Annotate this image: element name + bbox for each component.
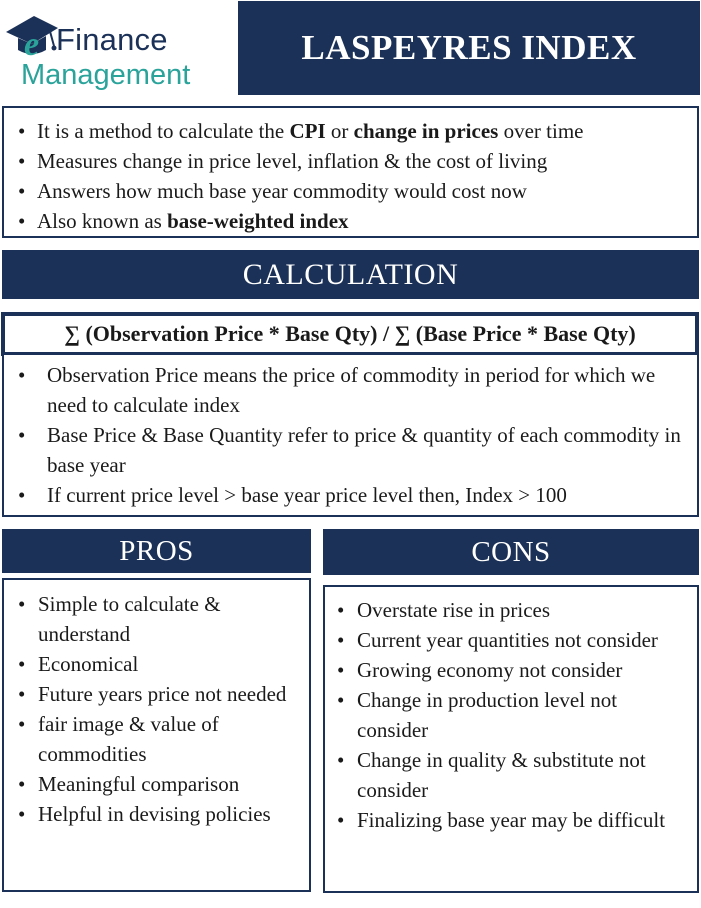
formula-box [1,312,699,356]
list-item: • Economical [18,649,301,679]
list-item: • Current year quantities not consider [337,625,689,655]
list-item [18,176,687,206]
calculation-heading-label: CALCULATION [242,257,459,291]
cons-heading [323,529,699,575]
list-item: • fair image & value of commodities [18,709,301,769]
cons-box [323,585,699,893]
text: Answers how much base year commodity would cost now [37,179,527,203]
list-item: • Base Price & Base Quantity refer to price & quantity of each commodity in base year [18,420,687,480]
list-item: • If current price level > base year price level then, Index > 100 [18,480,687,510]
list-item [18,116,687,146]
calculation-notes [2,355,699,517]
logo-line-2: Management [21,59,191,91]
list-item: • Growing economy not consider [337,655,689,685]
text: Measures change in price level, inflation & the cost of living [37,149,548,173]
bold-text: base-weighted index [167,209,349,233]
list-item [18,146,687,176]
text: Also known as [37,209,168,233]
logo-line-1: Finance [56,22,168,57]
cons-heading-label: CONS [471,535,551,568]
formula-text: ∑ (Observation Price * Base Qty) / ∑ (Base Price * Base Qty) [64,321,636,346]
list-item: • Change in production level not consider [337,685,689,745]
list-item: • Observation Price means the price of commodity in period for which we need to calculate index [18,360,687,420]
list-item [18,206,687,236]
pros-heading-label: PROS [119,534,194,567]
list-item: • Change in quality & substitute not consider [337,745,689,805]
list-item: • Simple to calculate & understand [18,589,301,649]
title-banner [238,1,700,95]
logo [4,2,232,96]
logo-e-letter: e [24,26,40,63]
pros-box [2,578,311,892]
pros-list [18,589,301,829]
page-title: LASPEYRES INDEX [301,28,637,67]
list-item: • Future years price not needed [18,679,301,709]
bold-text: change in prices [353,119,499,143]
list-item: • Meaningful comparison [18,769,301,799]
calculation-heading [2,250,699,299]
intro-list [18,116,687,236]
text: over time [498,119,584,143]
bold-text: CPI [289,119,326,143]
pros-heading [2,529,311,573]
text: It is a method to calculate the [37,119,290,143]
list-item: • Overstate rise in prices [337,595,689,625]
intro-box [2,106,699,238]
list-item: • Finalizing base year may be difficult [337,805,689,835]
calculation-notes-list [18,360,687,510]
text: or [325,119,354,143]
list-item: • Helpful in devising policies [18,799,301,829]
cons-list [337,595,689,835]
